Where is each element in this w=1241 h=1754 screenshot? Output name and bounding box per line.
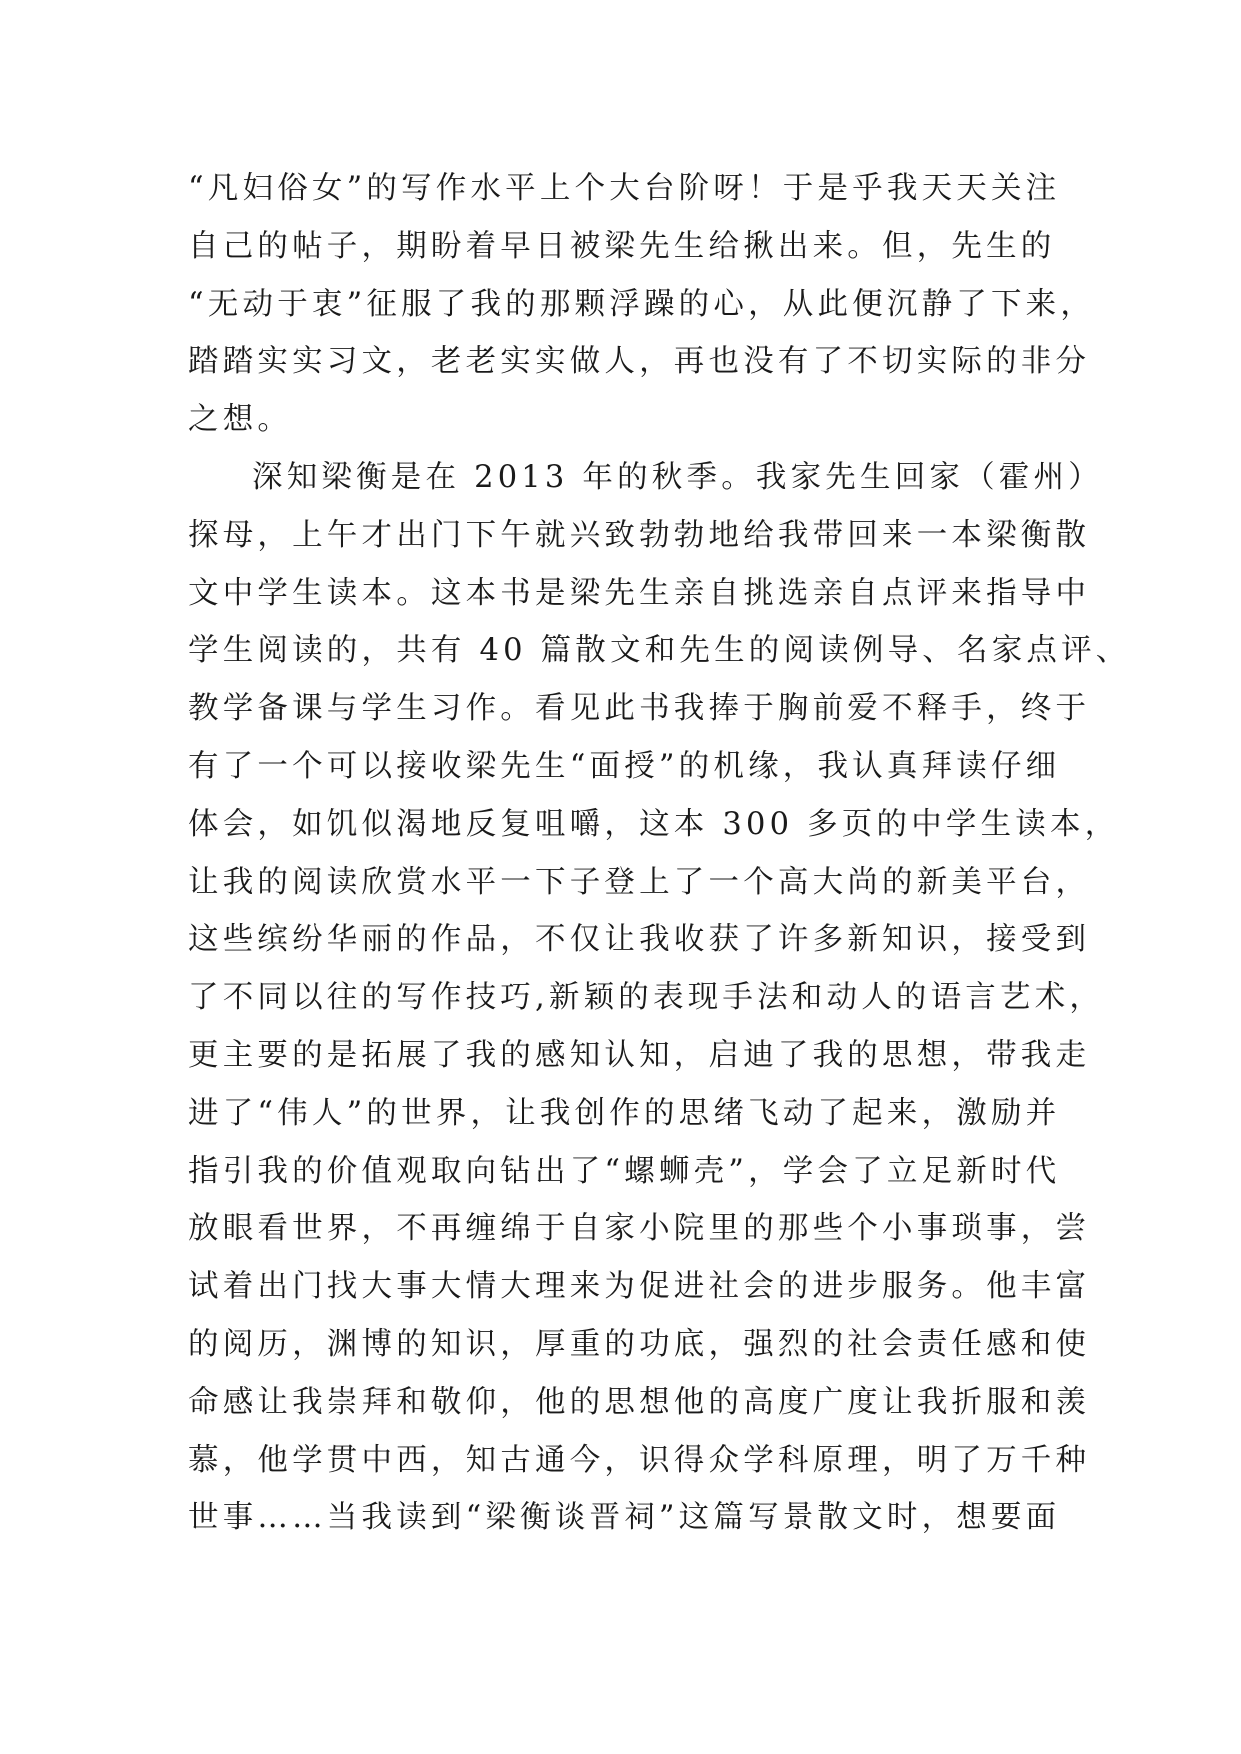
text-line: 教学备课与学生习作。看见此书我捧于胸前爱不释手，终于 <box>188 691 1091 727</box>
text-line: 指引我的价值观取向钻出了“螺蛳壳”，学会了立足新时代 <box>188 1153 1061 1189</box>
text-line: “无动于衷”征服了我的那颗浮躁的心，从此便沉静了下来， <box>188 286 1096 322</box>
text-line: 世事……当我读到“梁衡谈晋祠”这篇写景散文时，想要面 <box>188 1500 1061 1536</box>
body-text <box>188 160 1131 1547</box>
text-line: 试着出门找大事大情大理来为促进社会的进步服务。他丰富 <box>188 1269 1091 1305</box>
text-line: 更主要的是拓展了我的感知认知，启迪了我的思想，带我走 <box>188 1037 1091 1073</box>
text-line: 慕，他学贯中西，知古通今，识得众学科原理，明了万千种 <box>188 1442 1091 1478</box>
text-line: 之想。 <box>188 402 293 438</box>
text-line: 有了一个可以接收梁先生“面授”的机缘，我认真拜读仔细 <box>188 748 1061 784</box>
text-line: 让我的阅读欣赏水平一下子登上了一个高大尚的新美平台， <box>188 864 1091 900</box>
text-line: 深知梁衡是在 2013 年的秋季。我家先生回家（霍州） <box>252 459 1103 495</box>
text-line: 体会，如饥似渴地反复咀嚼，这本 300 多页的中学生读本， <box>188 806 1120 842</box>
text-line: 放眼看世界，不再缠绵于自家小院里的那些个小事琐事，尝 <box>188 1211 1091 1247</box>
text-line: 进了“伟人”的世界，让我创作的思绪飞动了起来，激励并 <box>188 1095 1061 1131</box>
text-line: 了不同以往的写作技巧,新颖的表现手法和动人的语言艺术， <box>188 980 1105 1016</box>
text-line: “凡妇俗女”的写作水平上个大台阶呀！于是乎我天天关注 <box>188 171 1061 206</box>
text-line: 文中学生读本。这本书是梁先生亲自挑选亲自点评来指导中 <box>188 575 1091 611</box>
text-line: 这些缤纷华丽的作品，不仅让我收获了许多新知识，接受到 <box>188 922 1091 958</box>
text-line: 命感让我崇拜和敬仰，他的思想他的高度广度让我折服和羡 <box>188 1384 1091 1420</box>
paragraph-2 <box>188 449 1131 1547</box>
text-line: 自己的帖子，期盼着早日被梁先生给揪出来。但，先生的 <box>188 228 1056 264</box>
text-line: 学生阅读的，共有 40 篇散文和先生的阅读例导、名家点评、 <box>188 633 1131 669</box>
text-line: 踏踏实实习文，老老实实做人，再也没有了不切实际的非分 <box>188 344 1091 380</box>
text-line: 探母，上午才出门下午就兴致勃勃地给我带回来一本梁衡散 <box>188 517 1091 553</box>
paragraph-1 <box>188 160 1096 449</box>
text-line: 的阅历，渊博的知识，厚重的功底，强烈的社会责任感和使 <box>188 1326 1091 1362</box>
